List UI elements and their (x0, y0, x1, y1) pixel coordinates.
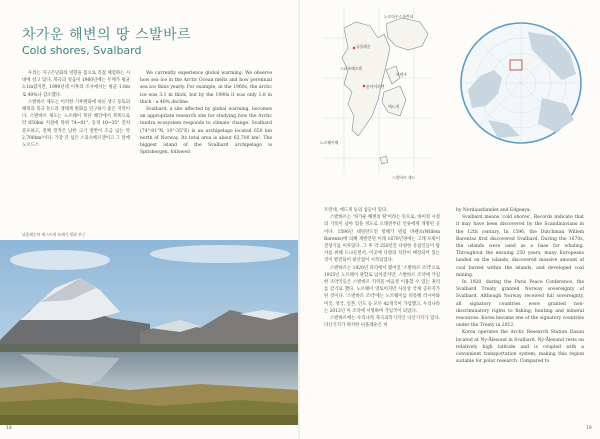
korean-text-column (22, 70, 130, 149)
right-page (300, 0, 600, 439)
page-number: 19 (586, 426, 592, 431)
landscape-photo (0, 240, 300, 425)
paragraph: We currently experience global warming. We observe how sea ice in the Arctic Ocean melts and how perennial sea ice thins yearly. For example, in the 1960s, the arctic ice was 3.1 m thick, but by the 1990s it was only 1.8 m thick - a 40% decline. (140, 71, 272, 105)
page-title-english: Cold shores, Svalbard (22, 44, 142, 57)
page-number: 18 (6, 426, 12, 431)
map-label-ny-alesund: 뉘올레순 (356, 44, 371, 49)
map-label-edgeoya: 에드게 (388, 104, 400, 109)
english-text-column (140, 70, 272, 156)
photo-caption: 뉘올레순의 에스트케 브레가 빙하 부근 (22, 232, 86, 237)
paragraph: Svalbard means 'cold shores'. Records indicate that it may have been discovered by the Scandinavians in the 12th century. In 1596, the Dutchman Willem Barentsz first discovered Svalbard. During the 1670s, the islands were used as a base for whaling. Throughout the ensuing 250 years, many Europeans landed on the islands, discovered massive amount of coal buried within the islands, and developed coal mining. (456, 215, 584, 278)
svalbard-map (324, 8, 432, 173)
map-label-spitsbergen: 스피츠베르겐 (340, 66, 363, 71)
paragraph: 스발바르는 '차가운 해변의 땅'이라는 뜻으로, 바이킹 시절의 기록이 남아 있을 정도로 오래전부터 인류에게 개방된 곳이다. 1596년 네덜란드인 항해가 빌럼 바렌츠(Willem Barents)에 의해 재발견된 이래 1670년경에는 고래 포획이 전성기를 이루었다. 그 후 약 250년간 다양한 유럽인들이 탐사를 위해 드나들면서, 이곳에 다량의 석탄이 매장되어 있는 것이 발견되어 광산업이 시작되었다. (324, 215, 440, 264)
paragraph: Svalbard, a site affected by global warming, becomes an appropriate research site for studying how the Arctic tundra ecosystem responds to climate change. Svalbard (74°-81°N, 10°-35°E) is an archipelago located 650 km north of Norway. Its total area is about 62,700 km². The biggest island of the Svalbard archipelago is Spitsbergen, followed (140, 107, 272, 156)
map-caption: 스발바르 제도 (392, 175, 416, 180)
map-label-nordaustlandet: 노르아우스틀란네 (384, 14, 414, 19)
arctic-locator-globe (458, 20, 584, 146)
map-label-longyearbyen: 롱이어비엔 (366, 84, 385, 89)
paragraph: 스발바르 제도는 이러한 기후변화에 따른 생구 동토의 해빙과 북극 툰드라 생태계 변화를 연구하기 좋은 지역이다. 스발바르 제도는 노르웨이 북단 해안에서 북쪽으로 약 650km 지점에 북위 74~81°, 동경 10~35° 걸쳐 분포하고, 전체 면적은 남한 크기 절반이 조금 넘는 약 2,700km²이다. 가장 큰 섬은 스피츠베르겐이고 그 앞에 노르드스 (22, 99, 130, 149)
page-title-korean: 차가운 해변의 땅 스발바르 (22, 27, 192, 43)
paragraph: 스발바르는 1920년 파리에서 맺어진 '스발바르 조약'으로 1925년 노르웨이 관할로 넘어갔지만, 스발바르 조약에 가입한 조약국들은 스발바르 지역을 마음껏 이용할 수 있는 권리를 갖기로 했다. 노르웨이 영토이지만 사실상 국제 공유지가 된 것이다. '스발바르 조약'에는 노르웨이를 비롯해 러시아와 미국, 영국, 일본, 인도 등 모두 42개국이 가입했고, 우리나라는 2012년 이 조약에 서명하며 가입국이 되었다. (324, 265, 440, 314)
map-label-barentsoya: 바렌츠 (396, 72, 408, 77)
paragraph: 트란네, 에드게 등의 섬들이 있다. (324, 208, 388, 213)
paragraph: In 1920, during the Paris Peace Conference, the Svalbard Treaty granted Norway sovereignty of Svalbard. Although Norway received full sovereignty, all signatory countries were granted non-discriminatory rights to fishing, hunting and mineral resources. Korea became one of the signatory countries under the Treaty in 2012. (456, 280, 584, 329)
english-text-column (456, 207, 584, 365)
paragraph: 우리는 지구온난화의 영향을 몸으로 직접 체험하는 시대에 살고 있다. 북극의 얼음이 1960년에는 두께가 평균 3.1m였지만, 1990년대 이후의 조사에서는 평균 1.8m로 40%나 감소했다. (22, 71, 130, 98)
korean-text-column (324, 207, 440, 329)
paragraph: 스발바르에는 우리나라 북극과학기지인 다산기지가 있다. 다산기지가 위치한 뉘올레순은 비 (324, 316, 440, 329)
paragraph: by Nordaustlandet and Edgeøya. (456, 208, 531, 213)
map-label-north-sea: 노르웨이해 (320, 140, 339, 145)
paragraph: Korea operates the Arctic Research Station Dasan located at Ny-Ålesund in Svalbard. Ny-Ålesund rests on relatively high latitude and is coupled with a convenient transportation system, making this region suitable for polar research. Compared to (456, 330, 584, 365)
